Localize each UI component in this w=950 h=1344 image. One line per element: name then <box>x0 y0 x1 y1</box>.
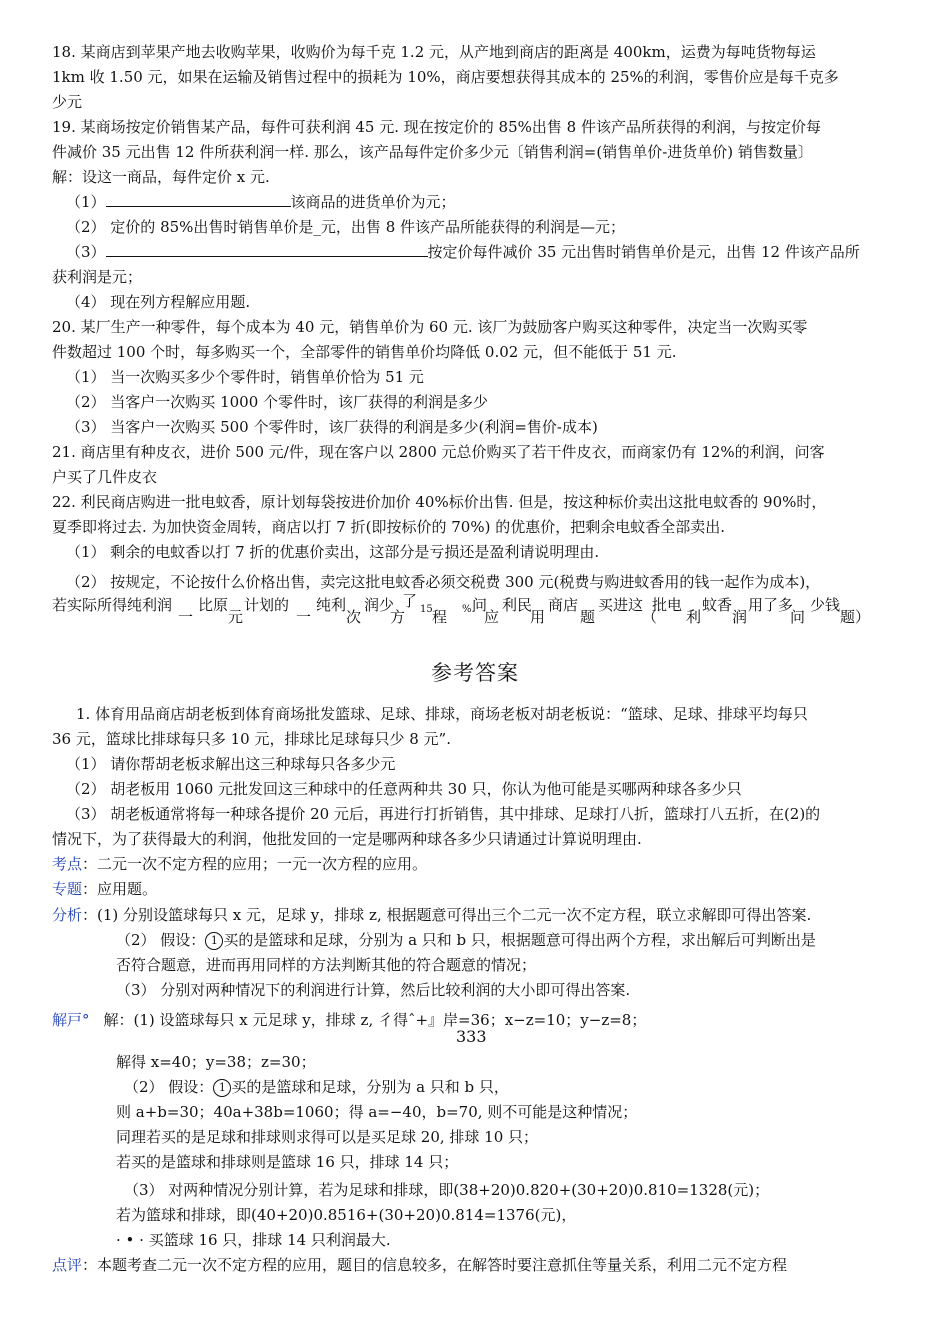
q21-line2: 户买了几件皮衣 <box>52 468 158 486</box>
garble-fragment: 问 <box>472 596 488 614</box>
q20-part3: （3） 当客户一次购买 500 个零件时，该厂获得的利润是多少(利润=售价-成本) <box>66 418 598 436</box>
zhuanti-label: 专题 <box>52 880 83 898</box>
q19-part3 <box>66 240 912 264</box>
garble-fragment: 润少 <box>364 596 395 614</box>
q19-part1-label: （1） <box>66 193 106 211</box>
zhuanti-line <box>52 877 898 901</box>
q19-part3-text: 按定价每件减价 35 元出售时销售单价是元，出售 12 件该产品所 <box>427 243 860 261</box>
q19-line1: 19. 某商场按定价销售某产品，每件可获利润 45 元. 现在按定价的 85%出售 8 件该产品所获得的利润，与按定价每 <box>52 118 821 136</box>
jieda-part2 <box>124 1075 950 1099</box>
jieda-part2-label: （2） 假设： <box>124 1078 214 1096</box>
fenxi-label: 分析 <box>52 906 83 924</box>
garble-fragment: 一 <box>296 608 312 626</box>
garble-fragment: 题） <box>840 608 871 626</box>
q19-part4: （4） 现在列方程解应用题. <box>66 293 251 311</box>
a1-part3: （3） 胡老板通常将每一种球各提价 20 元后，再进行打折销售，其中排球、足球打八折，篮球打八五折，在(2)的 <box>66 805 821 823</box>
q19-part3-label: （3） <box>66 243 106 261</box>
q18-line2: 1km 收 1.50 元，如果在运输及销售过程中的损耗为 10%，商店要想获得其成本的 25%的利润，零售价应是每千克多 <box>52 68 839 86</box>
circled-one-icon: 1 <box>213 1079 231 1097</box>
garble-fragment: 若实际所得纯利润 <box>52 596 173 614</box>
garble-fragment: 少钱 <box>810 596 841 614</box>
q22-part2: （2） 按规定，不论按什么价格出售，卖完这批电蚊香必须交税费 300 元(税费与购进蚊香用的钱一起作为成本)， <box>66 573 821 591</box>
garble-fragment: 应 <box>484 608 500 626</box>
answer-blank <box>106 240 428 257</box>
garble-fragment: 比原 <box>198 596 229 614</box>
q22-line1: 22. 利民商店购进一批电蚊香，原计划每袋按进价加价 40%标价出售. 但是，按这种标价卖出这批电蚊香的 90%时， <box>52 493 827 511</box>
garble-fragment: 利民 <box>502 596 533 614</box>
q18-line1: 18. 某商店到苹果产地去收购苹果，收购价为每千克 1.2 元，从产地到商店的距离是 400km，运费为每吨货物每运 <box>52 43 816 61</box>
fenxi-part2-text: 买的是篮球和足球，分别为 a 只和 b 只，根据题意可得出两个方程，求出解后可判断出是 <box>223 931 816 949</box>
garble-fragment: 用了多 <box>748 596 794 614</box>
jieda-conclusion: · • · 买篮球 16 只，排球 14 只利润最大. <box>116 1231 391 1249</box>
fenxi-part2-cont: 否符合题意，进而再用同样的方法判断其他的符合题意的情况； <box>116 956 537 974</box>
q19-part3-cont: 获利润是元； <box>52 268 143 286</box>
garble-fragment: 了 <box>402 592 418 610</box>
garble-fragment: 纯利 <box>316 596 347 614</box>
jieda-text: 解：(1) 设篮球每只 x 元足球 y，排球 z, 彳得ˆ+』岸=36；x−z=10；y−z=8； <box>103 1011 647 1029</box>
garble-fragment: %. <box>462 604 475 615</box>
fenxi-text: ：(1) 分别设篮球每只 x 元，足球 y，排球 z, 根据题意可得出三个二元一次不定方程，联立求解即可得出答案. <box>82 906 812 924</box>
q19-line3: 解：设这一商品，每件定价 x 元. <box>52 168 270 186</box>
garble-fragment: 程 <box>432 608 448 626</box>
garble-fragment: 用 <box>530 608 546 626</box>
jieda-part2-text: 买的是篮球和足球，分别为 a 只和 b 只， <box>231 1078 509 1096</box>
q20-line2: 件数超过 100 个时，每多购买一个，全部零件的销售单价均降低 0.02 元，但不能低于 51 元. <box>52 343 677 361</box>
q22-garbled-line <box>52 594 898 634</box>
jieda-line6: 若买的是篮球和排球则是篮球 16 只，排球 14 只； <box>116 1153 459 1171</box>
dianping-label: 点评 <box>52 1256 83 1274</box>
jieda-label: 解戸° <box>52 1011 90 1029</box>
q18-line3: 少元 <box>52 93 83 111</box>
answer-blank <box>106 190 291 207</box>
page-number: 333 <box>456 1027 487 1046</box>
garble-fragment: 15 <box>420 604 433 615</box>
fenxi-line <box>52 903 898 927</box>
a1-line1: 1. 体育用品商店胡老板到体育商场批发篮球、足球、排球，商场老板对胡老板说：“篮球、足球、排球平均每只 <box>76 705 808 723</box>
q22-line2: 夏季即将过去. 为加快资金周转，商店以打 7 折(即按标价的 70%) 的优惠价，把剩余电蚊香全部卖出. <box>52 518 725 536</box>
kaodian-line <box>52 852 898 876</box>
q19-line2: 件减价 35 元出售 12 件所获利润一样. 那么，该产品每件定价多少元〔销售利润=(销售单价-进货单价) 销售数量〕 <box>52 143 813 161</box>
kaodian-text: ：二元一次不定方程的应用；一元一次方程的应用。 <box>82 855 428 873</box>
jieda-line8: 若为篮球和排球，即(40+20)0.8516+(30+20)0.814=1376(元)， <box>116 1206 577 1224</box>
jieda-part3: （3） 对两种情况分别计算，若为足球和排球，即(38+20)0.820+(30+20)0.810=1328(元)； <box>124 1181 770 1199</box>
garble-fragment: 商店 <box>548 596 579 614</box>
fenxi-part2 <box>116 928 950 952</box>
garble-fragment: 批电 <box>652 596 683 614</box>
q19-part1 <box>66 190 912 214</box>
q22-part1: （1） 剩余的电蚊香以打 7 折的优惠价卖出，这部分是亏损还是盈利请说明理由. <box>66 543 600 561</box>
a1-part3-cont: 情况下，为了获得最大的利润，他批发回的一定是哪两种球各多少只请通过计算说明理由. <box>52 830 642 848</box>
garble-fragment: （ <box>642 608 658 626</box>
a1-part2: （2） 胡老板用 1060 元批发回这三种球中的任意两种共 30 只，你认为他可能是买哪两种球各多少只 <box>66 780 742 798</box>
dianping-text: ：本题考查二元一次不定方程的应用，题目的信息较多，在解答时要注意抓住等量关系，利用二元不定方程 <box>82 1256 788 1274</box>
garble-fragment: 润 <box>732 608 748 626</box>
fenxi-part3: （3） 分别对两种情况下的利润进行计算，然后比较利润的大小即可得出答案. <box>116 981 631 999</box>
garble-fragment: 利 <box>686 608 702 626</box>
garble-fragment: 元 <box>228 608 244 626</box>
answer-section-title: 参考答案 <box>431 661 519 685</box>
q20-part2: （2） 当客户一次购买 1000 个零件时，该厂获得的利润是多少 <box>66 393 489 411</box>
garble-fragment: 问 <box>790 608 806 626</box>
garble-fragment: 方 <box>390 608 406 626</box>
a1-part1: （1） 请你帮胡老板求解出这三种球每只各多少元 <box>66 755 396 773</box>
q21-line1: 21. 商店里有种皮衣，进价 500 元/件，现在客户以 2800 元总价购买了若干件皮衣，而商家仍有 12%的利润，问客 <box>52 443 825 461</box>
garble-fragment: 计划的 <box>244 596 290 614</box>
jieda-line4: 则 a+b=30；40a+38b=1060；得 a=−40，b=70, 则不可能是这种情况； <box>116 1103 638 1121</box>
q20-line1: 20. 某厂生产一种零件，每个成本为 40 元，销售单价为 60 元. 该厂为鼓励客户购买这种零件，决定当一次购买零 <box>52 318 808 336</box>
garble-fragment: 蚊香 <box>702 596 733 614</box>
circled-one-icon: 1 <box>205 932 223 950</box>
q19-part2: （2） 定价的 85%出售时销售单价是_元，出售 8 件该产品所能获得的利润是—元； <box>66 218 626 236</box>
a1-line2: 36 元，篮球比排球每只多 10 元，排球比足球每只少 8 元”. <box>52 730 451 748</box>
garble-fragment: 买进这 <box>598 596 644 614</box>
kaodian-label: 考点 <box>52 855 83 873</box>
dianping-line <box>52 1253 898 1277</box>
jieda-line5: 同理若买的是足球和排球则求得可以是买足球 20, 排球 10 只； <box>116 1128 539 1146</box>
garble-fragment: 次 <box>346 608 362 626</box>
zhuanti-text: ：应用题。 <box>82 880 158 898</box>
q20-part1: （1） 当一次购买多少个零件时，销售单价恰为 51 元 <box>66 368 424 386</box>
jieda-line2: 解得 x=40；y=38；z=30； <box>116 1053 316 1071</box>
garble-fragment: 题 <box>580 608 596 626</box>
q19-part1-text: 该商品的进货单价为元； <box>290 193 456 211</box>
fenxi-part2-label: （2） 假设： <box>116 931 206 949</box>
garble-fragment: 一 <box>178 608 194 626</box>
